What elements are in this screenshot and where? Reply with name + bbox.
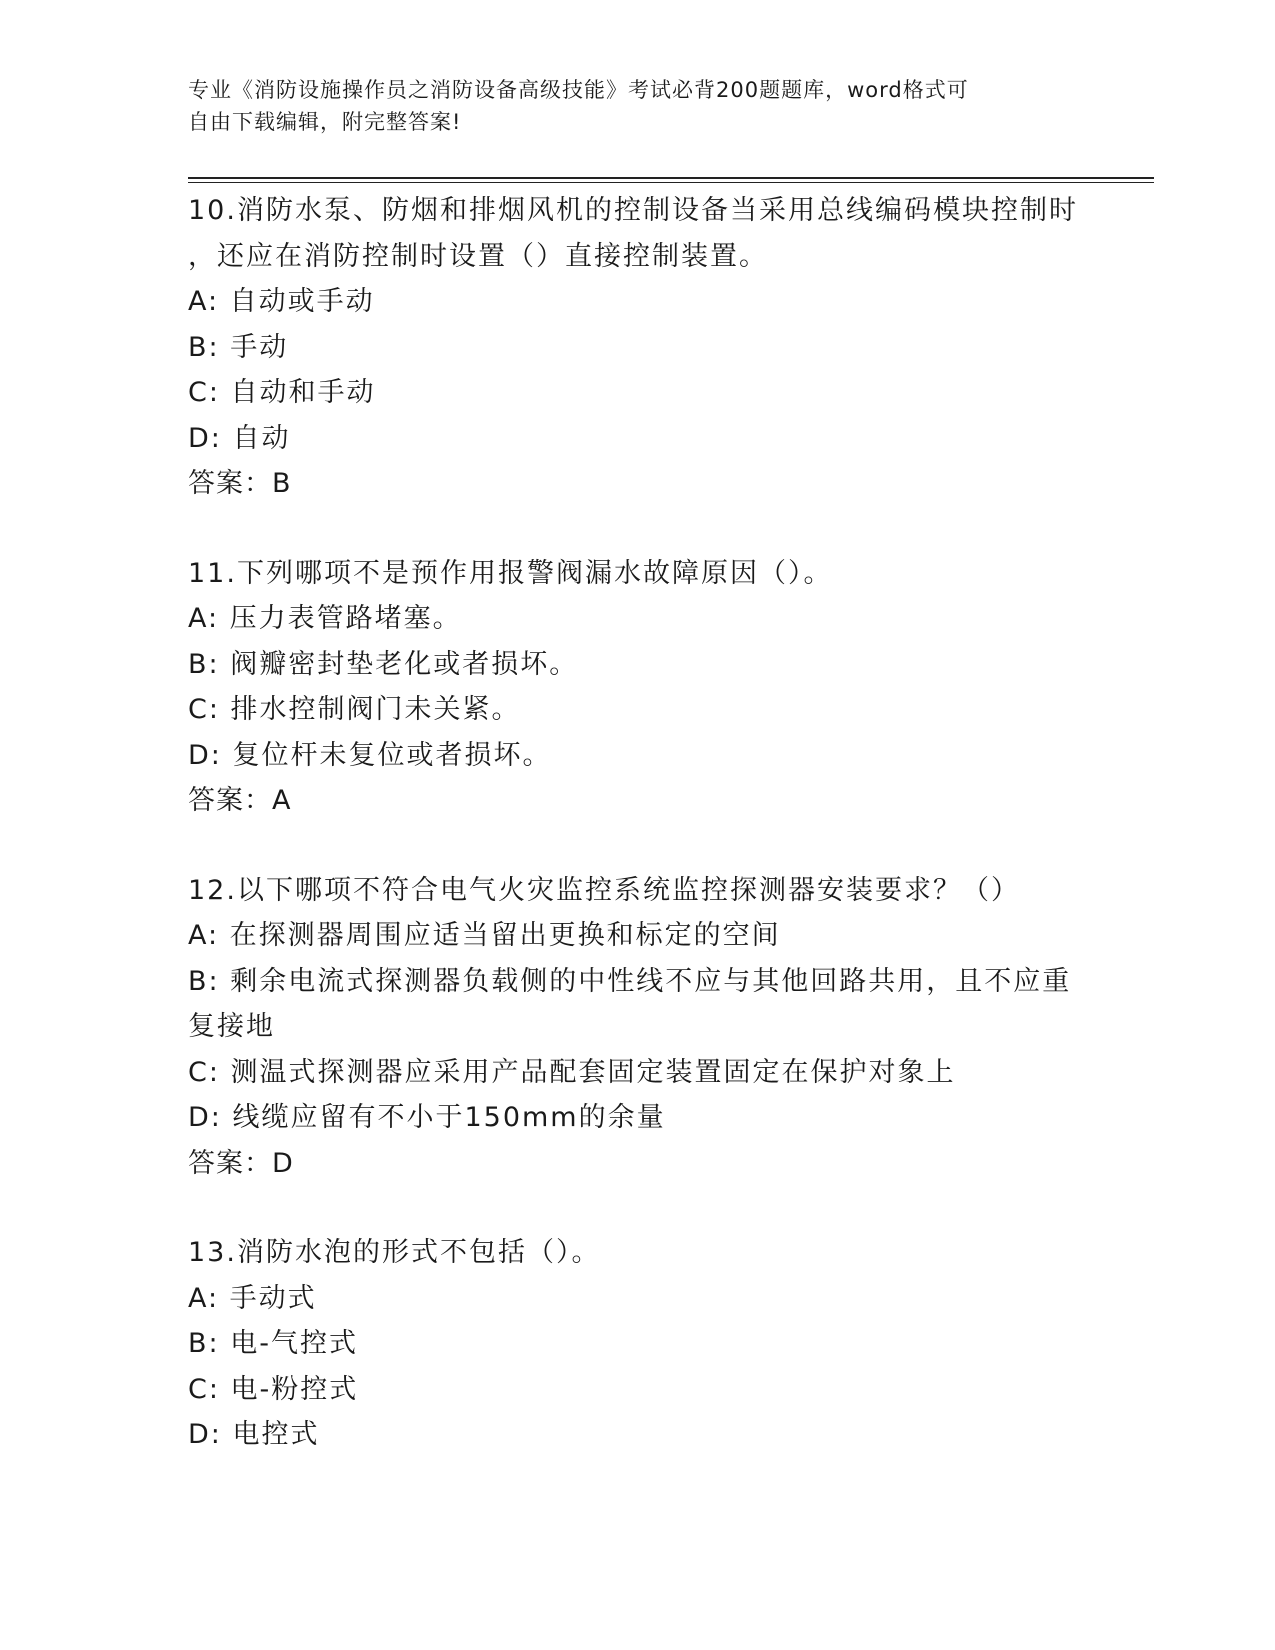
- question-13: [188, 1230, 1088, 1458]
- option-c: C: 排水控制阀门未关紧。: [188, 694, 521, 725]
- option-c: C: 自动和手动: [188, 377, 376, 408]
- question-stem: 13.消防水泡的形式不包括（）。: [188, 1237, 601, 1268]
- option-a: A: 在探测器周围应适当留出更换和标定的空间: [188, 920, 781, 951]
- question-10: [188, 188, 1088, 507]
- option-d: D: 线缆应留有不小于150mm的余量: [188, 1102, 666, 1133]
- option-c: C: 测温式探测器应采用产品配套固定装置固定在保护对象上: [188, 1056, 956, 1088]
- question-stem: 10.消防水泵、防烟和排烟风机的控制设备当采用总线编码模块控制时: [188, 195, 1078, 226]
- question-stem: 12.以下哪项不符合电气火灾监控系统监控探测器安装要求？（）: [188, 874, 1020, 906]
- option-b: B: 电-气控式: [188, 1328, 358, 1359]
- document-header: [188, 74, 1068, 138]
- answer: 答案：D: [188, 1147, 294, 1179]
- option-b: B: 手动: [188, 331, 289, 363]
- option-d: D: 复位杆未复位或者损坏。: [188, 739, 552, 771]
- question-stem: 11.下列哪项不是预作用报警阀漏水故障原因（）。: [188, 557, 833, 589]
- option-a: A: 自动或手动: [188, 286, 375, 317]
- question-12: [188, 868, 1088, 1187]
- option-c: C: 电-粉控式: [188, 1373, 359, 1405]
- option-a: A: 手动式: [188, 1282, 317, 1314]
- header-line: 自由下载编辑，附完整答案!: [188, 110, 462, 134]
- option-d: D: 自动: [188, 422, 291, 454]
- option-a: A: 压力表管路堵塞。: [188, 603, 462, 634]
- header-rule-thick: [188, 177, 1154, 179]
- option-b: B: 剩余电流式探测器负载侧的中性线不应与其他回路共用，且不应重: [188, 965, 1072, 997]
- question-11: [188, 551, 1088, 824]
- answer: 答案：B: [188, 468, 292, 499]
- option-d: D: 电控式: [188, 1419, 320, 1450]
- answer: 答案：A: [188, 785, 292, 816]
- header-rule-thin: [188, 182, 1154, 183]
- option-b: B: 阀瓣密封垫老化或者损坏。: [188, 648, 579, 680]
- question-list: [188, 188, 1088, 1502]
- option-b-continued: 复接地: [188, 1011, 275, 1042]
- question-stem: ，还应在消防控制时设置（）直接控制装置。: [188, 240, 768, 272]
- header-line: 专业《消防设施操作员之消防设备高级技能》考试必背200题题库，word格式可: [188, 78, 969, 102]
